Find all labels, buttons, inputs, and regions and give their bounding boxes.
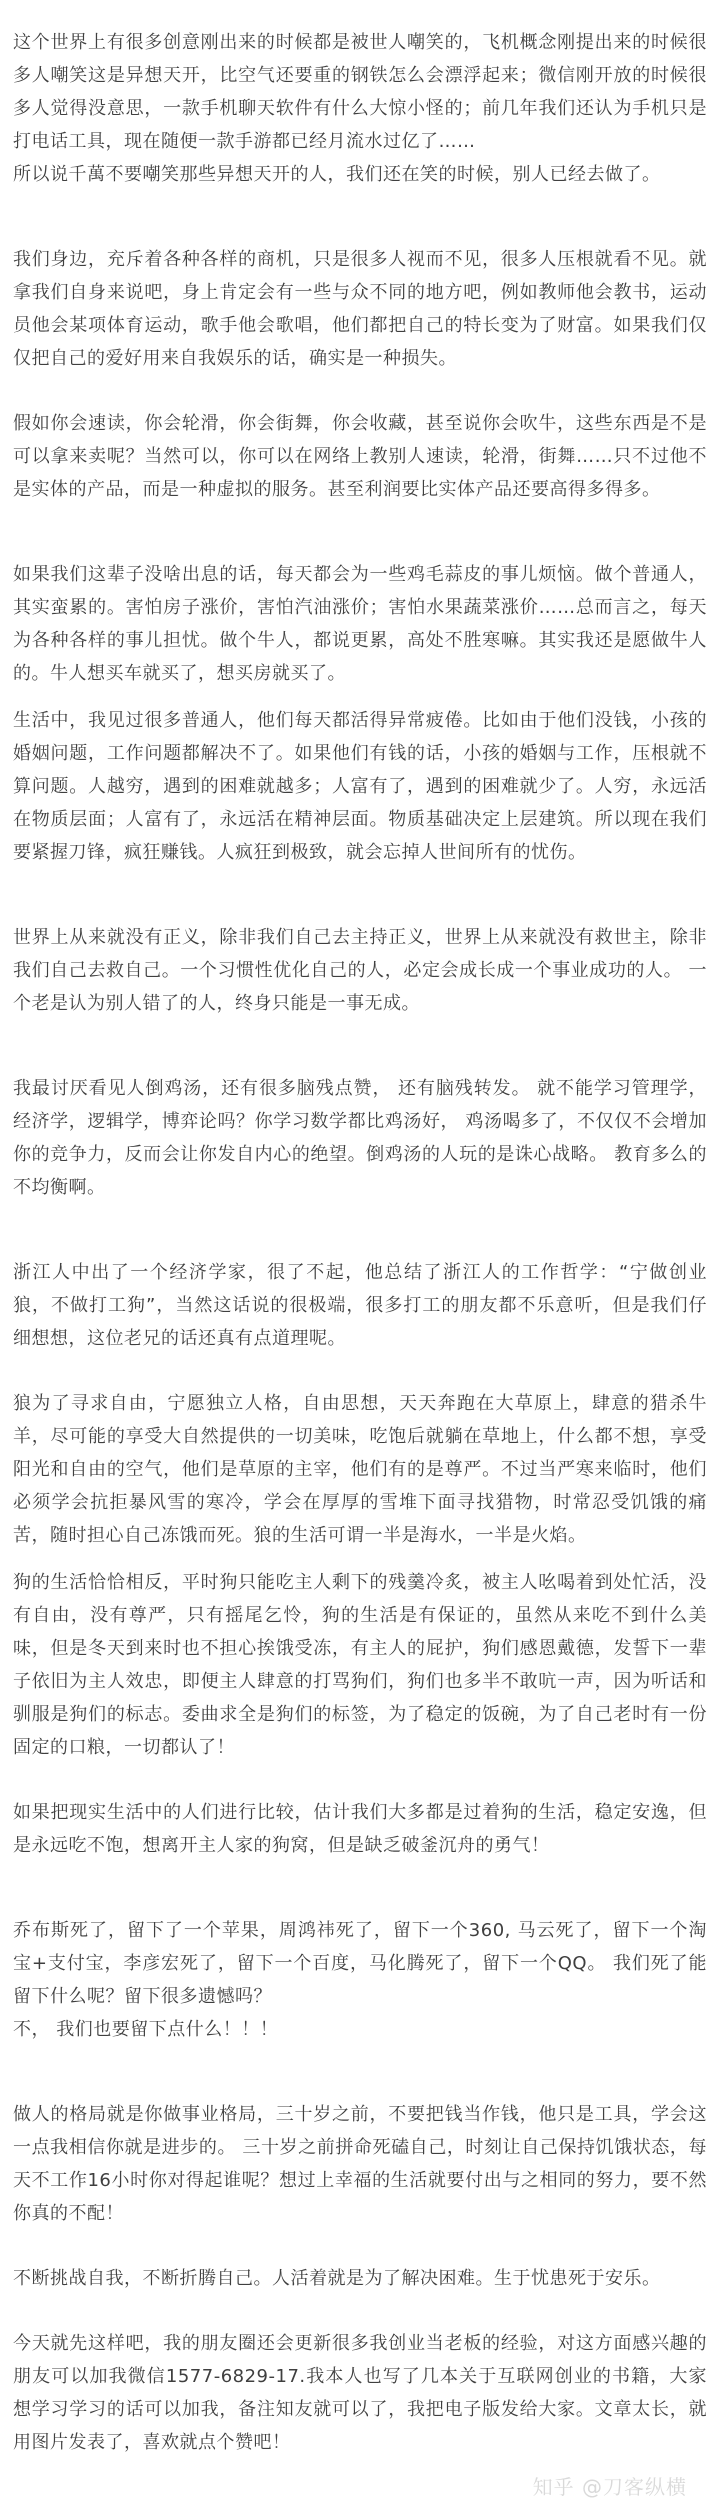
paragraph-text: 我最讨厌看见人倒鸡汤，还有很多脑残点赞， 还有脑残转发。 就不能学习管理学，经济学，逻辑学，博弈论吗？你学习数学都比鸡汤好， 鸡汤喝多了，不仅仅不会增加你的竞争力，反而会让你发自内心的绝望。倒鸡汤的人玩的是诛心战略。 教育多么的不均衡啊。 xyxy=(13,1078,707,1198)
paragraph-text: 世界上从来就没有正义，除非我们自己去主持正义，世界上从来就没有救世主，除非我们自己去救自己。一个习惯性优化自己的人，必定会成长成一个事业成功的人。 一个老是认为别人错了的人，终身只能是一事无成。 xyxy=(13,927,707,1014)
paragraph-text: 生活中，我见过很多普通人，他们每天都活得异常疲倦。比如由于他们没钱，小孩的婚姻问题，工作问题都解决不了。如果他们有钱的话，小孩的婚姻与工作，压根就不算问题。人越穷，遇到的困难就越多；人富有了，遇到的困难就少了。人穷，永远活在物质层面；人富有了，永远活在精神层面。物质基础决定上层建筑。所以现在我们要紧握刀锋，疯狂赚钱。人疯狂到极致，就会忘掉人世间所有的忧伤。 xyxy=(13,710,707,863)
paragraph-text: 我们身边，充斥着各种各样的商机，只是很多人视而不见，很多人压根就看不见。就拿我们自身来说吧，身上肯定会有一些与众不同的地方吧，例如教师他会教书，运动员他会某项体育运动，歌手他会歌唱，他们都把自己的特长变为了财富。如果我们仅仅把自己的爱好用来自我娱乐的话，确实是一种损失。 xyxy=(13,249,707,369)
paragraph-text: 不， 我们也要留下点什么！！！ xyxy=(13,2019,279,2040)
paragraph-dog-life xyxy=(13,1566,707,1764)
paragraph-text: 所以说千萬不要嘲笑那些异想天开的人，我们还在笑的时候，别人已经去做了。 xyxy=(13,164,661,185)
paragraph-mindset-pattern xyxy=(13,2098,707,2230)
paragraph-text: 做人的格局就是你做事业格局，三十岁之前，不要把钱当作钱，他只是工具，学会这一点我相信你就是进步的。 三十岁之前拼命死磕自己，时刻让自己保持饥饿状态，每天不工作16小时你对得起谁呢？想过上幸福的生活就要付出与之相同的努力，要不然你真的不配！ xyxy=(13,2104,707,2224)
paragraph-wolf-life xyxy=(13,1387,707,1552)
paragraph-closing-wechat xyxy=(13,2327,707,2459)
paragraph-ideas-mocked xyxy=(13,26,707,191)
paragraph-ordinary-worries xyxy=(13,558,707,690)
paragraph-text: 乔布斯死了，留下了一个苹果，周鸿祎死了，留下一个360, 马云死了，留下一个淘宝+支付宝，李彦宏死了，留下一个百度，马化腾死了，留下一个QQ。 我们死了能留下什么呢？留下很多遗憾吗？ xyxy=(13,1920,707,2007)
paragraph-text: 如果把现实生活中的人们进行比较，估计我们大多都是过着狗的生活，稳定安逸，但是永远吃不饱，想离开主人家的狗窝，但是缺乏破釜沉舟的勇气！ xyxy=(13,1802,707,1856)
paragraph-text: 这个世界上有很多创意刚出来的时候都是被世人嘲笑的，飞机概念刚提出来的时候很多人嘲笑这是异想天开，比空气还要重的钢铁怎么会漂浮起来；微信刚开放的时候很多人觉得没意思，一款手机聊天软件有什么大惊小怪的；前几年我们还认为手机只是打电话工具，现在随便一款手游都已经月流水过亿了…… xyxy=(13,32,707,152)
paragraph-text: 今天就先这样吧，我的朋友圈还会更新很多我创业当老板的经验，对这方面感兴趣的朋友可以加我微信1577-6829-17.我本人也写了几本关于互联网创业的书籍，大家想学习学习的话可以加我，备注知友就可以了，我把电子版发给大家。文章太长，就用图片发表了，喜欢就点个赞吧！ xyxy=(13,2333,707,2453)
paragraph-challenge-self xyxy=(13,2262,707,2295)
paragraph-no-justice xyxy=(13,921,707,1020)
paragraph-text: 浙江人中出了一个经济学家，很了不起，他总结了浙江人的工作哲学：“宁做创业狼，不做打工狗”，当然这话说的很极端，很多打工的朋友都不乐意听，但是我们仔细想想，这位老兄的话还真有点道理呢。 xyxy=(13,1262,707,1349)
paragraph-chicken-soup xyxy=(13,1072,707,1204)
paragraph-legacy xyxy=(13,1914,707,2046)
paragraph-text: 狗的生活恰恰相反，平时狗只能吃主人剩下的残羹冷炙，被主人吆喝着到处忙活，没有自由，没有尊严，只有摇尾乞怜，狗的生活是有保证的，虽然从来吃不到什么美味，但是冬天到来时也不担心挨饿受冻，有主人的屁护，狗们感恩戴德，发誓下一辈子依旧为主人效忠，即便主人肆意的打骂狗们，狗们也多半不敢吭一声，因为听话和驯服是狗们的标志。委曲求全是狗们的标签，为了稳定的饭碗，为了自己老时有一份固定的口粮，一切都认了！ xyxy=(13,1572,707,1758)
paragraph-business-opportunities xyxy=(13,243,707,375)
paragraph-dog-life-comparison xyxy=(13,1796,707,1862)
paragraph-text: 狼为了寻求自由，宁愿独立人格，自由思想，天天奔跑在大草原上，肆意的猎杀牛羊，尽可能的享受大自然提供的一切美味，吃饱后就躺在草地上，什么都不想，享受阳光和自由的空气，他们是草原的主宰，他们有的是尊严。不过当严寒来临时，他们必须学会抗拒暴风雪的寒冷，学会在厚厚的雪堆下面寻找猎物，时常忍受饥饿的痛苦，随时担心自己冻饿而死。狼的生活可谓一半是海水，一半是火焰。 xyxy=(13,1393,707,1546)
paragraph-poor-vs-rich xyxy=(13,704,707,869)
paragraph-text: 不断挑战自我，不断折腾自己。人活着就是为了解决困难。生于忧患死于安乐。 xyxy=(13,2268,661,2289)
paragraph-text: 假如你会速读，你会轮滑，你会街舞，你会收藏，甚至说你会吹牛，这些东西是不是可以拿来卖呢？当然可以，你可以在网络上教别人速读，轮滑，街舞……只不过他不是实体的产品，而是一种虚拟的服务。甚至利润要比实体产品还要高得多得多。 xyxy=(13,413,707,500)
paragraph-text: 如果我们这辈子没啥出息的话，每天都会为一些鸡毛蒜皮的事儿烦恼。做个普通人，其实蛮累的。害怕房子涨价，害怕汽油涨价；害怕水果蔬菜涨价……总而言之，每天为各种各样的事儿担忧。做个牛人，都说更累，高处不胜寒嘛。其实我还是愿做牛人的。牛人想买车就买了，想买房就买了。 xyxy=(13,564,707,684)
paragraph-skills-to-sell xyxy=(13,407,707,506)
paragraph-zhejiang-economist xyxy=(13,1256,707,1355)
zhihu-watermark: 知乎 @刀客纵横 xyxy=(532,2475,687,2499)
